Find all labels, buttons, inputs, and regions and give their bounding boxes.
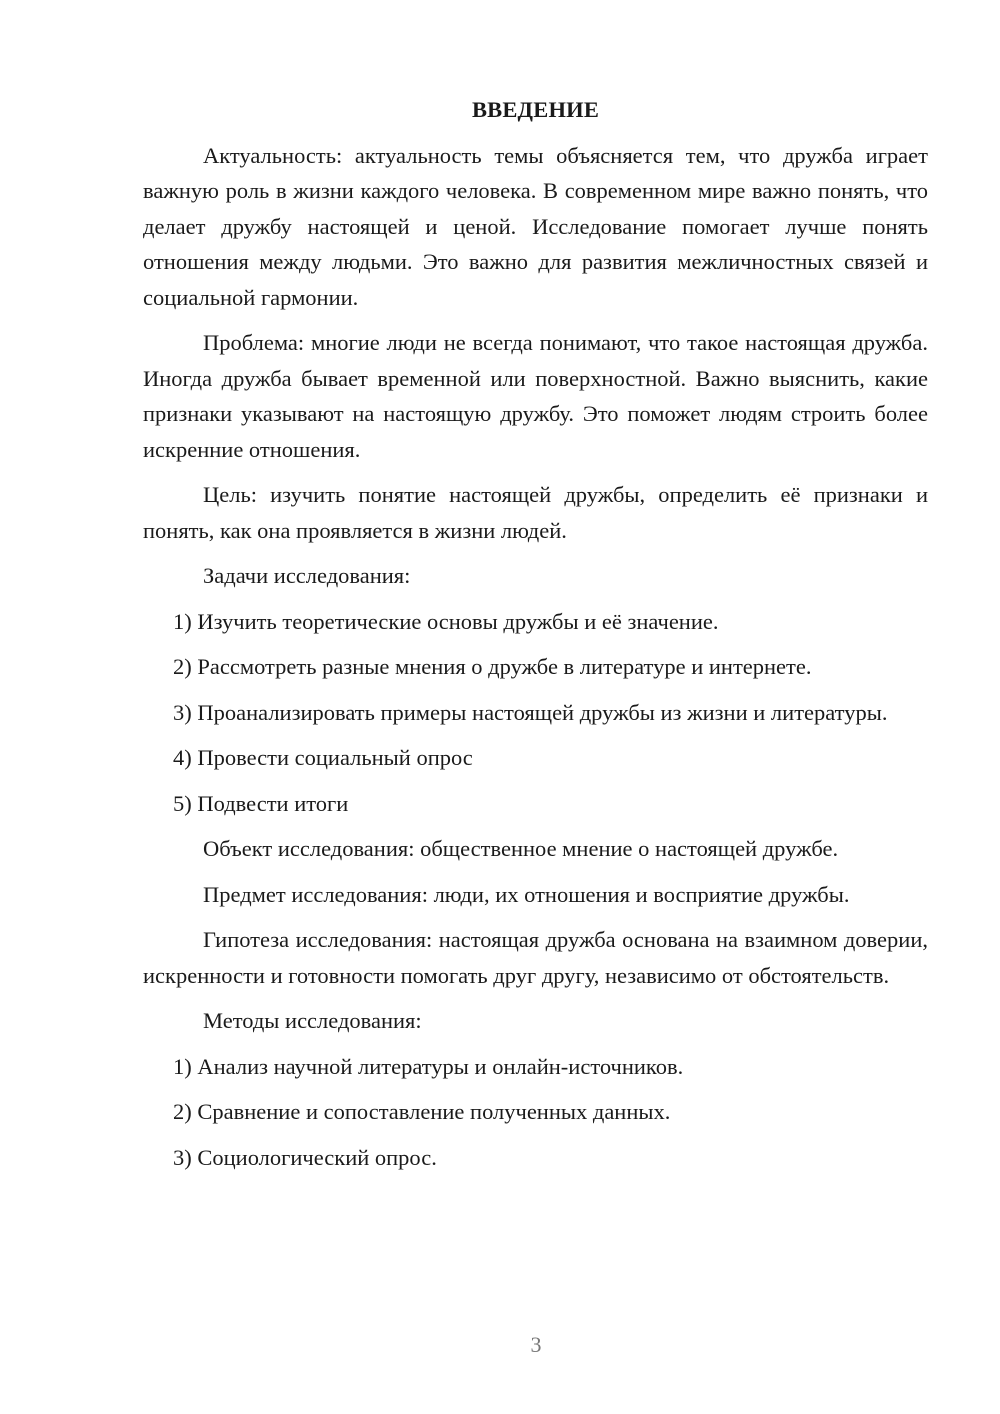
page-content bbox=[143, 92, 928, 1185]
paragraph-hypothesis: Гипотеза исследования: настоящая дружба основана на взаимном доверии, искренности и готовности помогать друг другу, независимо от обстоятельств. bbox=[143, 927, 928, 988]
paragraph-subject: Предмет исследования: люди, их отношения и восприятие дружбы. bbox=[203, 881, 850, 907]
paragraph-methods-heading: Методы исследования: bbox=[203, 1008, 422, 1033]
method-item-2: 2) Сравнение и сопоставление полученных данных. bbox=[173, 1099, 671, 1124]
page-number: 3 bbox=[530, 1332, 542, 1357]
page-title: ВВЕДЕНИЕ bbox=[471, 97, 600, 122]
task-item-5: 5) Подвести итоги bbox=[173, 790, 349, 816]
method-item-3: 3) Социологический опрос. bbox=[173, 1144, 437, 1170]
paragraph-goal: Цель: изучить понятие настоящей дружбы, определить её признаки и понять, как она проявляется в жизни людей. bbox=[143, 482, 928, 543]
task-item-1: 1) Изучить теоретические основы дружбы и её значение. bbox=[173, 608, 719, 634]
task-item-3: 3) Проанализировать примеры настоящей дружбы из жизни и литературы. bbox=[173, 699, 888, 725]
task-item-2: 2) Рассмотреть разные мнения о дружбе в литературе и интернете. bbox=[173, 654, 812, 679]
task-item-4: 4) Провести социальный опрос bbox=[173, 745, 473, 770]
paragraph-problem: Проблема: многие люди не всегда понимают, что такое настоящая дружба. Иногда дружба бывает временной или поверхностной. Важно выяснить, какие признаки указывают на настоящую дружбу. Это поможет людям строить более искренние отношения. bbox=[143, 330, 928, 462]
paragraph-object: Объект исследования: общественное мнение о настоящей дружбе. bbox=[203, 836, 839, 861]
method-item-1: 1) Анализ научной литературы и онлайн-источников. bbox=[173, 1053, 684, 1079]
paragraph-tasks-heading: Задачи исследования: bbox=[203, 563, 411, 588]
paragraph-relevance: Актуальность: актуальность темы объясняется тем, что дружба играет важную роль в жизни каждого человека. В современном мире важно понять, что делает дружбу настоящей и ценой. Исследование помогает лучше понять отношения между людьми. Это важно для развития межличностных связей и социальной гармонии. bbox=[143, 142, 928, 310]
